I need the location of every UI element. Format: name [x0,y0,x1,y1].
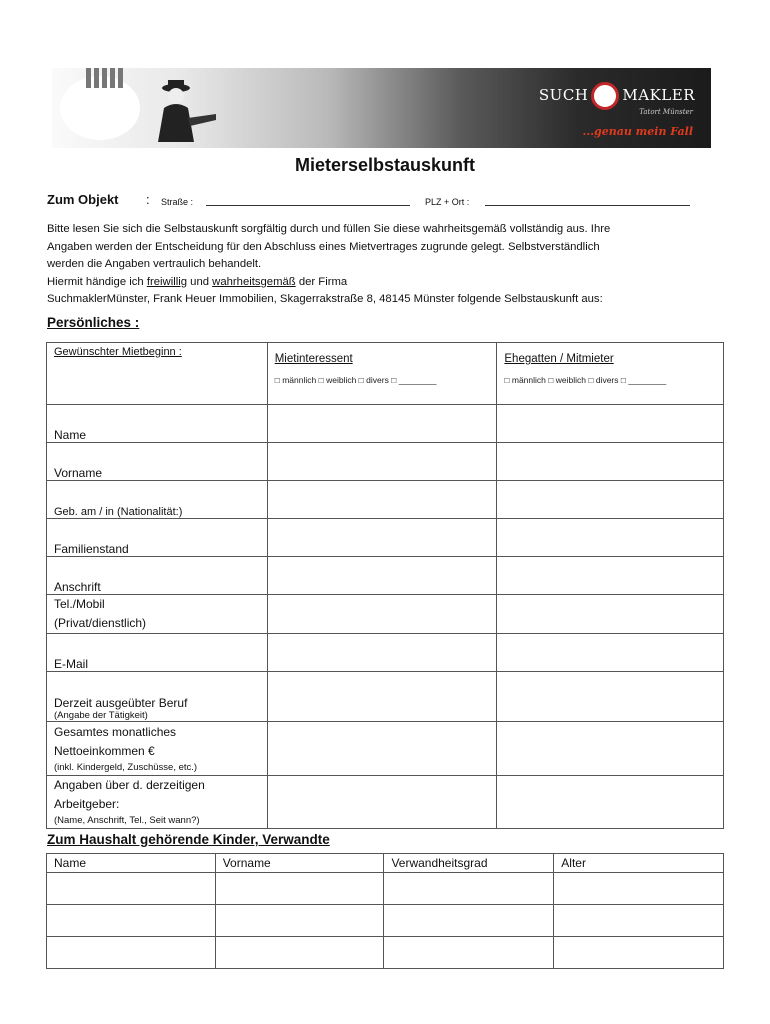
row-label-einkommen: Gesamtes monatliches Nettoeinkommen € (inkl. Kindergeld, Zuschüsse, etc.) [47,722,268,776]
strasse-field[interactable] [206,205,410,206]
field-anschrift-2[interactable] [497,557,724,595]
table-row-cell[interactable] [215,873,384,905]
gender-options-2[interactable]: □ männlich □ weiblich □ divers □ ________ [504,375,667,385]
header-banner [52,68,711,148]
field-tel-1[interactable] [267,595,497,634]
table-row-cell[interactable] [47,905,216,937]
brand-name: SUCH MAKLER [539,82,695,110]
row-label-arbeitgeber: Angaben über d. derzeitigen Arbeitgeber: (Name, Anschrift, Tel., Seit wann?) [47,776,268,829]
table-row-cell[interactable] [384,905,554,937]
field-einkommen-2[interactable] [497,722,724,776]
strasse-label: Straße : [161,197,194,207]
table-row-cell[interactable] [554,873,724,905]
col-name: Name [47,854,216,873]
field-beruf-1[interactable] [267,672,497,722]
objekt-label: Zum Objekt [47,192,119,207]
household-table [46,853,724,969]
field-familienstand-2[interactable] [497,519,724,557]
row-label-tel: Tel./Mobil (Privat/dienstlich) [47,595,268,634]
page-title: Mieterselbstauskunft [294,155,476,175]
table-row-cell[interactable] [384,873,554,905]
detective-icon [150,78,220,142]
table-row-cell[interactable] [47,937,216,969]
brand-subline: Tatort Münster [639,108,693,116]
field-email-2[interactable] [497,634,724,672]
col-vorname: Vorname [215,854,384,873]
household-heading: Zum Haushalt gehörende Kinder, Verwandte [47,832,330,847]
col-ehegatten: Ehegatten / Mitmieter [504,353,614,365]
field-vorname-1[interactable] [267,443,497,481]
plz-ort-field[interactable] [485,205,690,206]
row-label-anschrift: Anschrift [47,557,268,595]
field-geburt-2[interactable] [497,481,724,519]
mietbeginn-label: Gewünschter Mietbeginn : [54,346,182,358]
table-row-cell[interactable] [554,905,724,937]
row-label-name: Name [47,405,268,443]
field-vorname-2[interactable] [497,443,724,481]
personal-table [46,342,724,829]
table-row-cell[interactable] [554,937,724,969]
field-name-1[interactable] [267,405,497,443]
field-beruf-2[interactable] [497,672,724,722]
table-row-cell[interactable] [215,937,384,969]
plz-label: PLZ + Ort : [425,197,470,207]
field-name-2[interactable] [497,405,724,443]
gender-options-1[interactable]: □ männlich □ weiblich □ divers □ ________ [274,375,437,385]
field-arbeitgeber-1[interactable] [267,776,497,829]
row-label-vorname: Vorname [47,443,268,481]
row-label-beruf: Derzeit ausgeübter Beruf (Angabe der Tätigkeit) [47,672,268,722]
col-alter: Alter [554,854,724,873]
row-label-geburt: Geb. am / in (Nationalität:) [47,481,268,519]
field-einkommen-1[interactable] [267,722,497,776]
document-bars-icon [60,76,140,140]
objekt-colon: : [146,192,150,207]
col-verwandtschaft: Verwandheitsgrad [384,854,554,873]
personal-heading: Persönliches : [47,315,140,330]
table-row-cell[interactable] [215,905,384,937]
brand-slogan: ...genau mein Fall [582,125,693,138]
row-label-familienstand: Familienstand [47,519,268,557]
field-email-1[interactable] [267,634,497,672]
house-magnifier-icon [591,82,619,110]
field-familienstand-1[interactable] [267,519,497,557]
field-anschrift-1[interactable] [267,557,497,595]
field-geburt-1[interactable] [267,481,497,519]
col-mietinteressent: Mietinteressent [274,353,353,365]
table-row-cell[interactable] [384,937,554,969]
intro-text: Bitte lesen Sie sich die Selbstauskunft sorgfältig durch und füllen Sie diese wahrheitsgemäß vollständig aus. Ihre Angaben werden der Entscheidung für den Abschluss eines Mietvertrages zugrunde gelegt. Selbstverständlich werden die Angaben vertraulich behandelt. Hiermit händige ich freiwillig und wahrheitsgemäß der Firma SuchmaklerMünster, Frank Heuer Immobilien, Skagerrakstraße 8, 48145 Münster folgende Selbstauskunft aus: [47,223,611,306]
table-row-cell[interactable] [47,873,216,905]
field-tel-2[interactable] [497,595,724,634]
field-arbeitgeber-2[interactable] [497,776,724,829]
row-label-email: E-Mail [47,634,268,672]
